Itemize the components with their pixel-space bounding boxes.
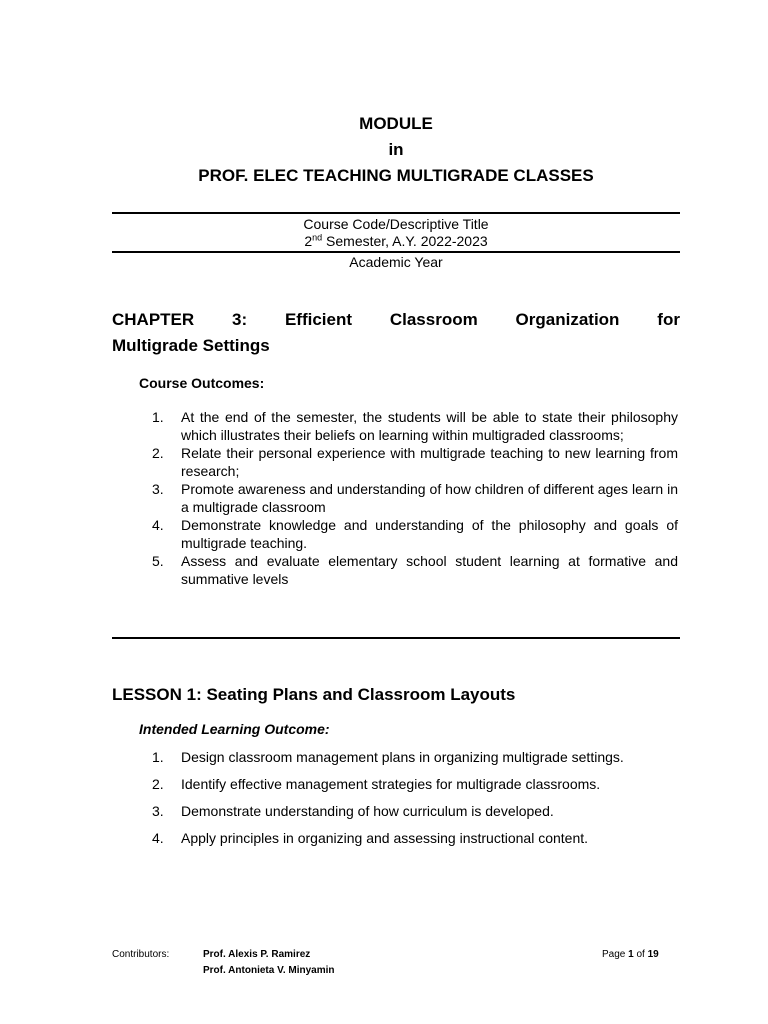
list-item: 1. At the end of the semester, the students will be able to state their philosophy which illustrates their beliefs on learning within multigraded classrooms;: [152, 409, 678, 443]
ilo-heading: Intended Learning Outcome:: [139, 721, 330, 737]
course-outcomes-heading: Course Outcomes:: [139, 375, 265, 391]
chapter-word: Classroom: [389, 310, 478, 329]
list-item: 2. Relate their personal experience with multigrade teaching to new learning from research;: [152, 445, 678, 479]
section-divider: [112, 637, 680, 639]
list-item: 4. Demonstrate knowledge and understanding of the philosophy and goals of multigrade teaching.: [152, 517, 678, 551]
list-item: 4. Apply principles in organizing and assessing instructional content.: [152, 830, 589, 846]
course-outcomes-list: [152, 408, 678, 588]
chapter-word: 3:: [232, 310, 248, 329]
chapter-heading-line1: [112, 307, 680, 333]
chapter-heading-line2: Multigrade Settings: [112, 336, 270, 355]
chapter-word: Efficient: [284, 310, 353, 329]
footer-page-number: Page 1 of 19: [602, 949, 659, 960]
contributor-name: Prof. Alexis P. Ramirez: [203, 949, 311, 960]
chapter-heading: [112, 307, 680, 359]
top-divider: [112, 212, 680, 214]
module-title: [112, 113, 680, 191]
academic-year: Academic Year: [349, 254, 443, 270]
semester-line: 2nd Semester, A.Y. 2022-2023: [304, 232, 488, 249]
title-line-module: MODULE: [359, 114, 433, 133]
course-info: [112, 216, 680, 250]
footer-contributor-names: [203, 947, 335, 979]
ilo-list: [152, 748, 678, 856]
academic-year-block: [112, 254, 680, 271]
chapter-word: for: [657, 310, 680, 329]
chapter-word: Organization: [515, 310, 620, 329]
title-line-in: in: [388, 140, 404, 159]
list-item: 3. Promote awareness and understanding of how children of different ages learn in a multigrade classroom: [152, 481, 678, 515]
list-item: 5. Assess and evaluate elementary school student learning at formative and summative levels: [152, 553, 678, 587]
list-item: 2. Identify effective management strategies for multigrade classrooms.: [152, 776, 601, 792]
chapter-word: CHAPTER: [112, 310, 195, 329]
list-item: 3. Demonstrate understanding of how curriculum is developed.: [152, 803, 554, 819]
title-line-subject: PROF. ELEC TEACHING MULTIGRADE CLASSES: [198, 166, 594, 185]
footer-contributors-label: Contributors:: [112, 949, 170, 960]
middle-divider: [112, 251, 680, 253]
list-item: 1. Design classroom management plans in organizing multigrade settings.: [152, 749, 624, 765]
contributor-name: Prof. Antonieta V. Minyamin: [203, 965, 335, 976]
course-code-title: Course Code/Descriptive Title: [303, 216, 489, 232]
lesson-heading: LESSON 1: Seating Plans and Classroom Layouts: [112, 685, 516, 704]
